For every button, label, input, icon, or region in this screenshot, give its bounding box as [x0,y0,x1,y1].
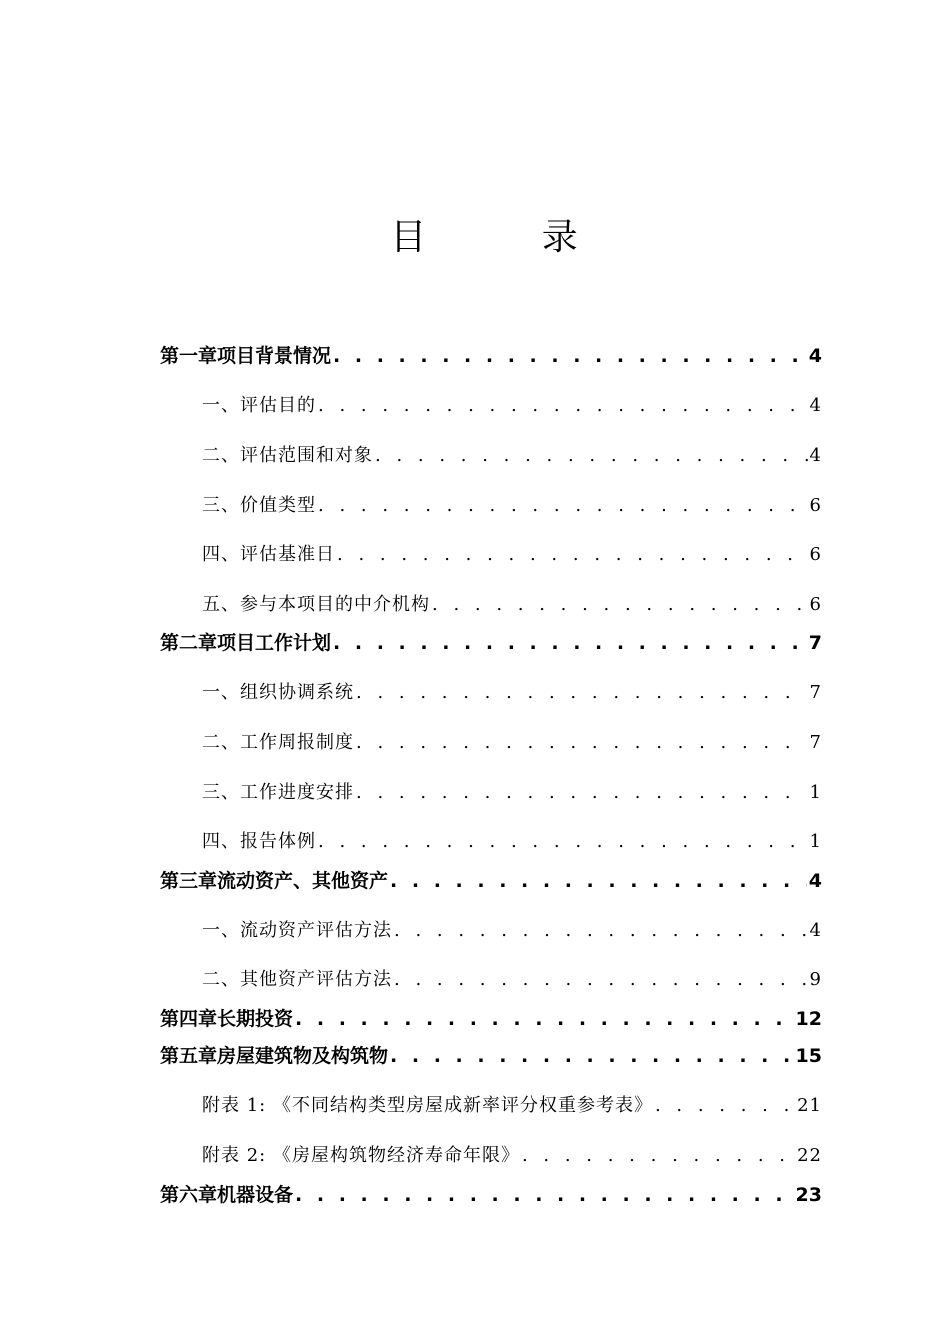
chapter-number: 第一章 [160,345,218,367]
page-number: 4 [809,445,822,466]
section-title: 三、价值类型 [202,495,316,516]
dot-leader [356,778,808,808]
toc-chapter-3[interactable] [160,866,822,896]
toc-section[interactable] [202,391,822,421]
page-number: 4 [809,920,822,941]
chapter-title: 机器设备 [217,1184,294,1206]
toc-section[interactable] [202,540,822,570]
section-title: 一、组织协调系统 [202,682,354,703]
page-number: 12 [795,1008,822,1030]
section-title: 二、评估范围和对象 [202,445,373,466]
dot-leader [394,965,808,995]
section-title: 附表 1: 《不同结构类型房屋成新率评分权重参考表》 [202,1095,653,1116]
dot-leader [333,628,807,658]
chapter-title: 项目背景情况 [217,345,332,367]
page-number: 7 [809,682,822,703]
section-title: 附表 2: 《房屋构筑物经济寿命年限》 [202,1145,520,1166]
page-number: 1 [809,831,822,852]
section-title: 四、评估基准日 [202,544,335,565]
chapter-number: 第六章 [160,1184,218,1206]
page-number: 6 [809,495,822,516]
dot-leader [375,441,808,471]
dot-leader [295,1004,794,1034]
dot-leader [432,590,808,620]
page-number: 22 [797,1145,822,1166]
toc-section[interactable] [202,965,822,995]
page-number: 9 [809,969,822,990]
section-title: 四、报告体例 [202,831,316,852]
page-title: 目 录 [390,217,630,258]
section-title: 二、其他资产评估方法 [202,969,392,990]
dot-leader [390,1041,794,1071]
page-number: 7 [808,632,822,654]
toc-section[interactable] [202,441,822,471]
dot-leader [337,540,808,570]
chapter-number: 第五章 [160,1045,218,1067]
chapter-title: 长期投资 [217,1008,294,1030]
dot-leader [522,1141,795,1171]
page-number: 23 [795,1184,822,1206]
page-number: 21 [797,1095,822,1116]
section-title: 五、参与本项目的中介机构 [202,594,430,615]
toc-section[interactable] [202,728,822,758]
page-number: 15 [795,1045,822,1067]
chapter-number: 第三章 [160,870,218,892]
toc-chapter-6[interactable] [160,1180,822,1210]
toc-section[interactable] [202,778,822,808]
page-number: 7 [809,732,822,753]
toc-section[interactable] [202,678,822,708]
page-number: 4 [809,395,822,416]
toc-chapter-1[interactable] [160,341,822,371]
dot-leader [318,391,808,421]
page-number: 4 [808,345,822,367]
dot-leader [356,678,808,708]
page-number: 1 [809,782,822,803]
dot-leader [333,341,807,371]
toc-appendix-1[interactable] [202,1091,822,1121]
toc-section[interactable] [202,827,822,857]
toc-appendix-2[interactable] [202,1141,822,1171]
section-title: 二、工作周报制度 [202,732,354,753]
chapter-title: 房屋建筑物及构筑物 [217,1045,389,1067]
chapter-title: 项目工作计划 [217,632,332,654]
chapter-number: 第四章 [160,1008,218,1030]
toc-section[interactable] [202,590,822,620]
toc-chapter-5[interactable] [160,1041,822,1071]
toc-chapter-2[interactable] [160,628,822,658]
page-number: 4 [808,870,822,892]
page-number: 6 [809,544,822,565]
toc-section[interactable] [202,916,822,946]
dot-leader [356,728,808,758]
dot-leader [295,1180,794,1210]
dot-leader [394,916,808,946]
dot-leader [390,866,807,896]
section-title: 一、评估目的 [202,395,316,416]
section-title: 一、流动资产评估方法 [202,920,392,941]
chapter-title: 流动资产、其他资产 [217,870,389,892]
dot-leader [318,491,808,521]
toc-section[interactable] [202,491,822,521]
chapter-number: 第二章 [160,632,218,654]
section-title: 三、工作进度安排 [202,782,354,803]
dot-leader [318,827,808,857]
dot-leader [655,1091,795,1121]
toc-chapter-4[interactable] [160,1004,822,1034]
page-number: 6 [809,594,822,615]
